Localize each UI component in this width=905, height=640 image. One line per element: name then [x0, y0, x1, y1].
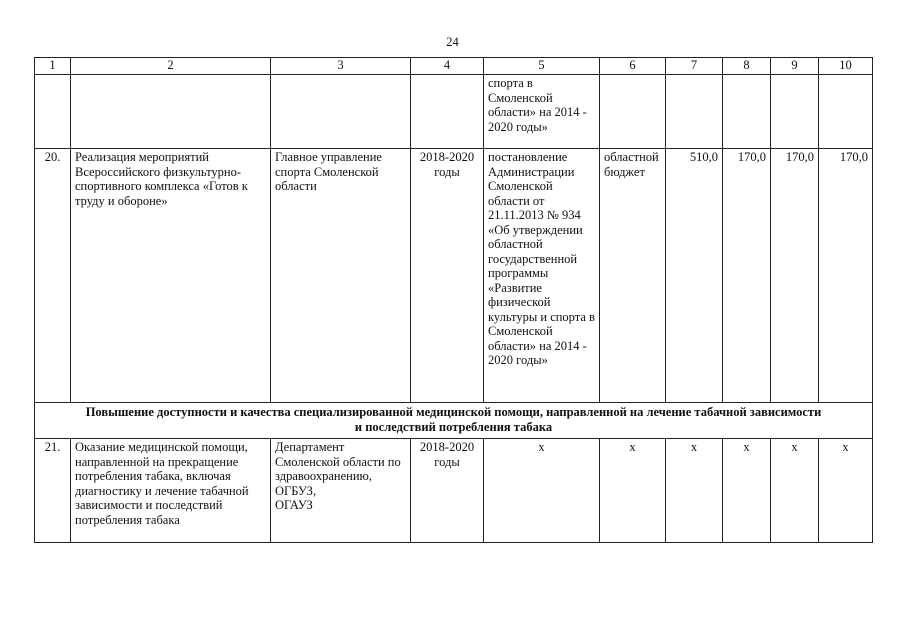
period-cell: 2018-2020 годы: [411, 149, 484, 403]
executor-cell: [271, 439, 411, 543]
source-cell: х: [600, 439, 666, 543]
section-title-line: и последствий потребления табака: [354, 419, 553, 434]
column-number: 5: [484, 58, 600, 75]
table-cell: [819, 75, 873, 149]
doc-cell: спорта в Смоленской области» на 2014 - 2020 годы»: [484, 75, 600, 149]
executor-line: ОГАУЗ: [275, 498, 313, 512]
doc-cell: постановление Администрации Смоленской области от 21.11.2013 № 934 «Об утверждении областной государственной программы «Развитие физической культуры и спорта в Смоленской области» на 2014 - 2020 годы»: [484, 149, 600, 403]
total-cell: х: [666, 439, 723, 543]
table-cell: [411, 75, 484, 149]
section-header: [35, 403, 873, 439]
year-cell: х: [771, 439, 819, 543]
table-cell: [71, 75, 271, 149]
page-number: 24: [446, 35, 459, 49]
section-title-line: Повышение доступности и качества специализированной медицинской помощи, направленной на лечение табачной зависимости: [85, 405, 822, 419]
table-cell: [600, 75, 666, 149]
column-number-row: [35, 58, 873, 75]
column-number: 6: [600, 58, 666, 75]
column-number: 9: [771, 58, 819, 75]
event-cell: Оказание медицинской помощи, направленной на прекращение потребления табака, включая диагностику и лечение табачной зависимости и последствий потребления табака: [71, 439, 271, 543]
row-number: 21.: [35, 439, 71, 543]
doc-cell: х: [484, 439, 600, 543]
executor-cell: Главное управление спорта Смоленской области: [271, 149, 411, 403]
year-cell: 170,0: [819, 149, 873, 403]
executor-line: ОГБУЗ,: [275, 483, 317, 498]
table-cell: [666, 75, 723, 149]
executor-line: Департамент Смоленской области по здравоохранению,: [275, 440, 401, 483]
year-cell: х: [723, 439, 771, 543]
column-number: 1: [35, 58, 71, 75]
table-cell: [771, 75, 819, 149]
column-number: 4: [411, 58, 484, 75]
table-cell: [723, 75, 771, 149]
source-cell: областной бюджет: [600, 149, 666, 403]
period-cell: 2018-2020 годы: [411, 439, 484, 543]
event-cell: Реализация мероприятий Всероссийского физкультурно-спортивного комплекса «Готов к труду и обороне»: [71, 149, 271, 403]
section-header-row: [35, 403, 873, 439]
year-cell: 170,0: [771, 149, 819, 403]
year-cell: 170,0: [723, 149, 771, 403]
column-number: 8: [723, 58, 771, 75]
column-number: 2: [71, 58, 271, 75]
column-number: 10: [819, 58, 873, 75]
program-table: [34, 57, 873, 543]
row-number: 20.: [35, 149, 71, 403]
total-cell: 510,0: [666, 149, 723, 403]
table-cell: [35, 75, 71, 149]
table-cell: [271, 75, 411, 149]
continuation-row: [35, 75, 873, 149]
column-number: 3: [271, 58, 411, 75]
table-row: [35, 439, 873, 543]
table-row: [35, 149, 873, 403]
year-cell: х: [819, 439, 873, 543]
column-number: 7: [666, 58, 723, 75]
